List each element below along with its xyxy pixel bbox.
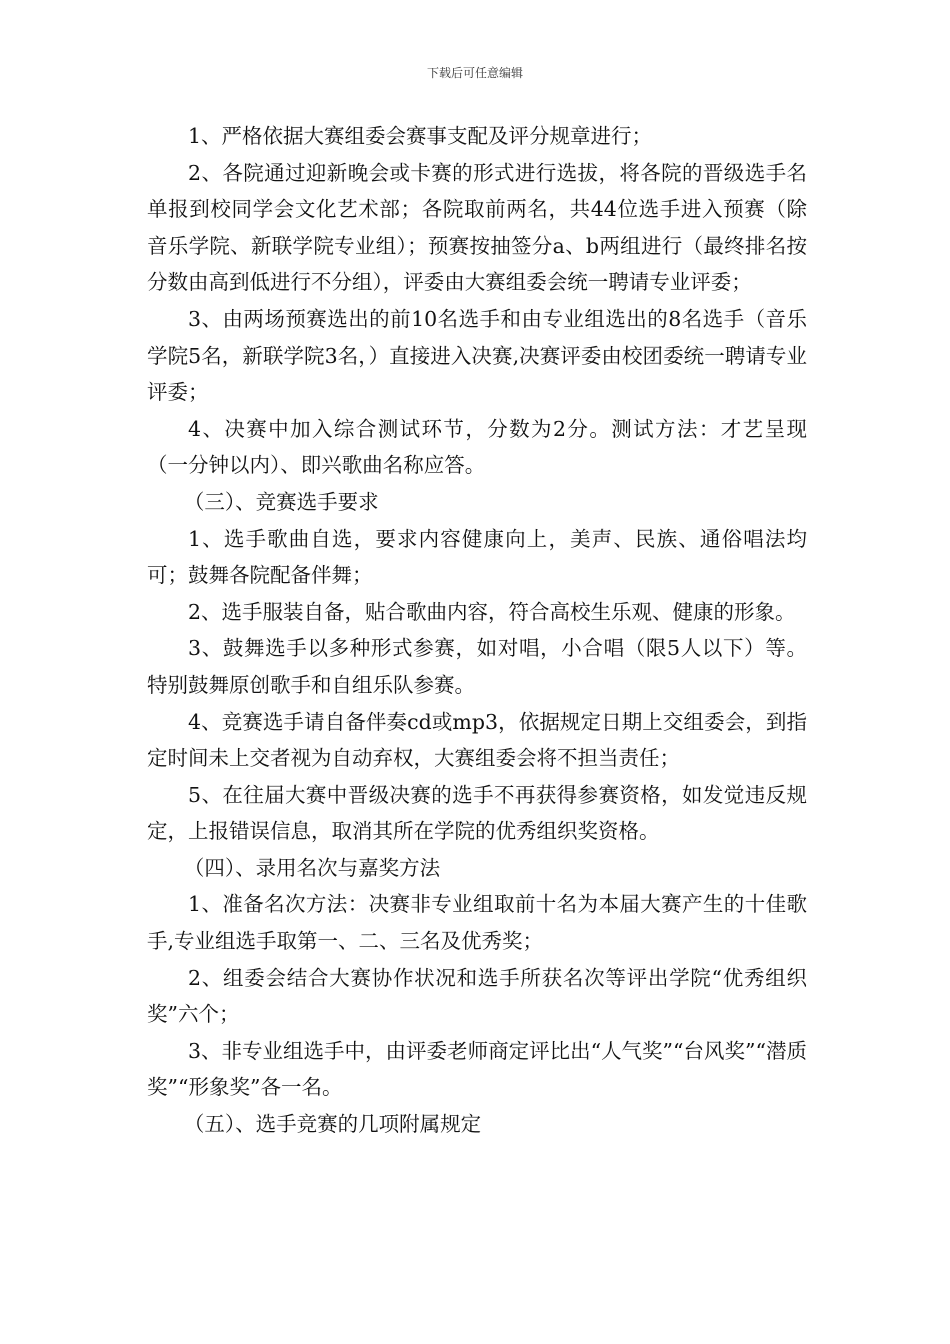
document-body: [147, 118, 807, 1143]
section-heading-4: （四）、录用名次与嘉奖方法: [183, 855, 441, 880]
page-header: 下载后可任意编辑: [426, 66, 523, 80]
paragraph-rule-4: 4、决赛中加入综合测试环节，分数为2分。测试方法：才艺呈现（一分钟以内）、即兴歌曲名称应答。: [147, 416, 807, 478]
paragraph-requirement-1: 1、选手歌曲自选，要求内容健康向上，美声、民族、通俗唱法均可；鼓舞各院配备伴舞；: [147, 526, 807, 588]
paragraph-requirement-2: 2、选手服装自备，贴合歌曲内容，符合高校生乐观、健康的形象。: [188, 599, 796, 624]
section-heading-5: （五）、选手竞赛的几项附属规定: [183, 1112, 482, 1137]
paragraph-rule-1: 1、严格依据大赛组委会赛事支配及评分规章进行；: [188, 124, 653, 148]
paragraph-award-2: 2、组委会结合大赛协作状况和选手所获名次等评出学院“优秀组织奖”六个；: [147, 965, 807, 1027]
section-heading-3: （三）、竞赛选手要求: [183, 489, 379, 514]
paragraph-award-1: 1、准备名次方法：决赛非专业组取前十名为本届大赛产生的十佳歌手,专业组选手取第一、二、三名及优秀奖；: [147, 892, 807, 954]
paragraph-requirement-3: 3、鼓舞选手以多种形式参赛，如对唱，小合唱（限5人以下）等。特别鼓舞原创歌手和自组乐队参赛。: [147, 636, 807, 697]
paragraph-rule-2: 2、各院通过迎新晚会或卡赛的形式进行选拔，将各院的晋级选手名单报到校同学会文化艺术部；各院取前两名，共44位选手进入预赛（除音乐学院、新联学院专业组）；预赛按抽签分a、b两组进行（最终排名按分数由高到低进行不分组），评委由大赛组委会统一聘请专业评委；: [147, 160, 807, 295]
paragraph-rule-3: 3、由两场预赛选出的前10名选手和由专业组选出的8名选手（音乐学院5名，新联学院3名，）直接进入决赛,决赛评委由校团委统一聘请专业评委；: [147, 306, 807, 405]
paragraph-award-3: 3、非专业组选手中，由评委老师商定评比出“人气奖”“台风奖”“潜质奖”“形象奖”各一名。: [147, 1038, 807, 1100]
paragraph-requirement-4: 4、竞赛选手请自备伴奏cd或mp3，依据规定日期上交组委会，到指定时间未上交者视为自动弃权，大赛组委会将不担当责任；: [147, 709, 807, 771]
paragraph-requirement-5: 5、在往届大赛中晋级决赛的选手不再获得参赛资格，如发觉违反规定，上报错误信息，取消其所在学院的优秀组织奖资格。: [147, 782, 807, 844]
